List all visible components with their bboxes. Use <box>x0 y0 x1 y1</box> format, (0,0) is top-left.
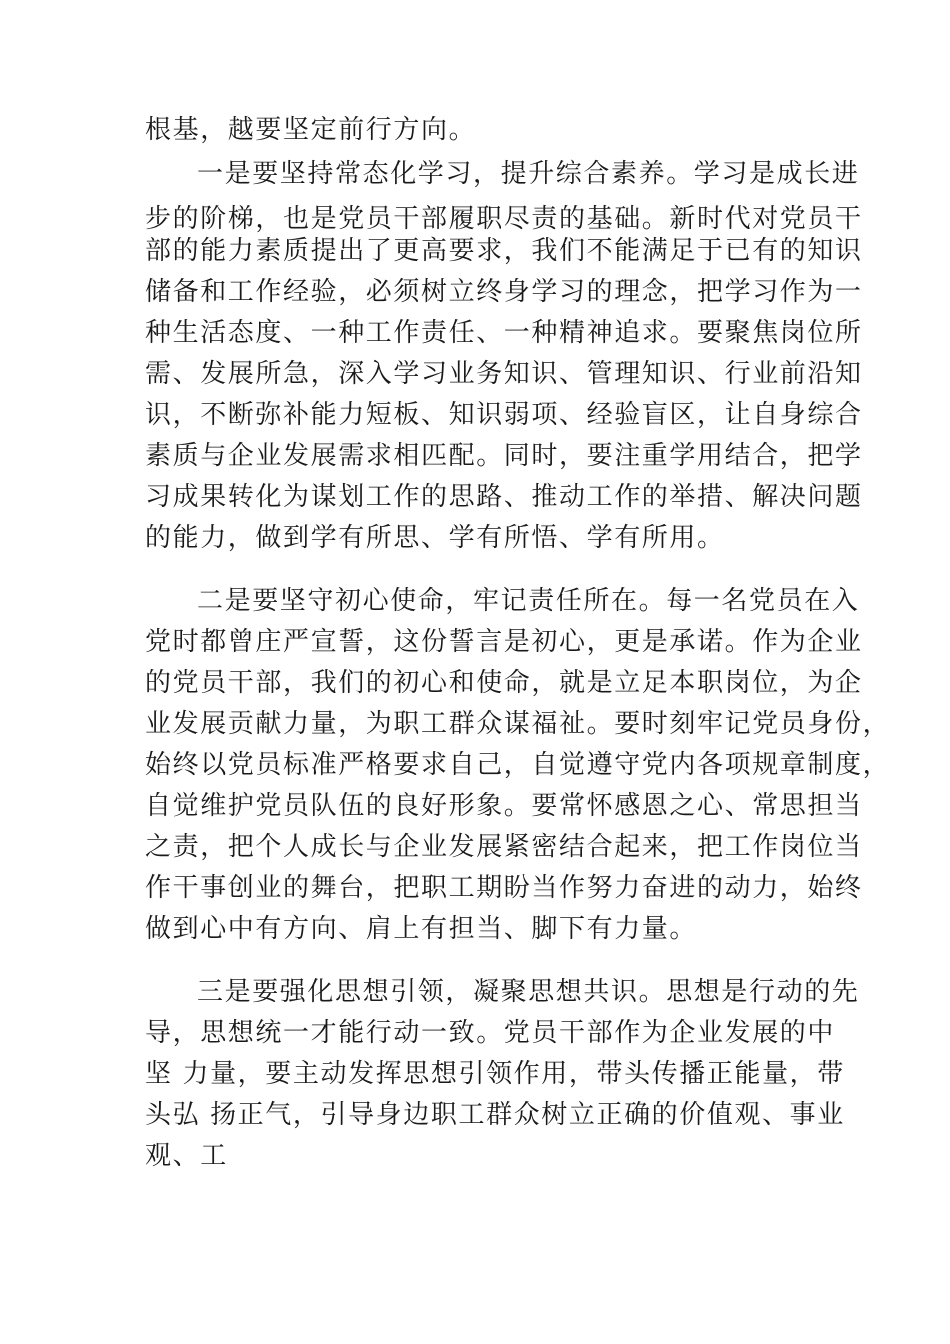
text-line: 需、发展所急，深入学习业务知识、管理知识、行业前沿知 <box>145 359 863 389</box>
text-line: 之责，把个人成长与企业发展紧密结合起来，把工作岗位当 <box>145 832 863 862</box>
text-line: 作干事创业的舞台，把职工期盼当作努力奋进的动力，始终 <box>145 873 863 903</box>
text-line: 业发展贡献力量，为职工群众谋福祉。要时刻牢记党员身份， <box>145 709 891 739</box>
text-line: 做到心中有方向、肩上有担当、脚下有力量。 <box>145 914 698 944</box>
text-line: 习成果转化为谋划工作的思路、推动工作的举措、解决问题 <box>145 482 863 512</box>
text-line: 始终以党员标准严格要求自己，自觉遵守党内各项规章制度， <box>145 750 891 780</box>
text-line: 储备和工作经验，必须树立终身学习的理念，把学习作为一 <box>145 277 863 307</box>
paragraph-3-first-line: 三是要强化思想引领，凝聚思想共识。思想是行动的先 <box>197 977 860 1007</box>
text-line: 头弘 扬正气，引导身边职工群众树立正确的价值观、事业 <box>145 1100 845 1130</box>
text-line: 识，不断弥补能力短板、知识弱项、经验盲区，让自身综合 <box>145 400 863 430</box>
text-line: 的能力，做到学有所思、学有所悟、学有所用。 <box>145 523 725 553</box>
text-line: 部的能力素质提出了更高要求，我们不能满足于已有的知识 <box>145 236 863 266</box>
text-line: 观、工 <box>145 1141 228 1171</box>
paragraph-2-first-line: 二是要坚守初心使命，牢记责任所在。每一名党员在入 <box>197 586 860 616</box>
text-line: 的党员干部，我们的初心和使命，就是立足本职岗位，为企 <box>145 668 863 698</box>
text-line: 根基，越要坚定前行方向。 <box>145 115 477 145</box>
text-line: 导，思想统一才能行动一致。党员干部作为企业发展的中 <box>145 1018 836 1048</box>
paragraph-1-first-line: 一是要坚持常态化学习，提升综合素养。学习是成长进 <box>197 159 860 189</box>
text-line: 坚 力量，要主动发挥思想引领作用，带头传播正能量，带 <box>145 1059 845 1089</box>
text-line: 种生活态度、一种工作责任、一种精神追求。要聚焦岗位所 <box>145 318 863 348</box>
text-line: 自觉维护党员队伍的良好形象。要常怀感恩之心、常思担当 <box>145 791 863 821</box>
text-line: 步的阶梯，也是党员干部履职尽责的基础。新时代对党员干 <box>145 204 863 234</box>
text-line: 党时都曾庄严宣誓，这份誓言是初心，更是承诺。作为企业 <box>145 627 863 657</box>
text-line: 素质与企业发展需求相匹配。同时，要注重学用结合，把学 <box>145 441 863 471</box>
